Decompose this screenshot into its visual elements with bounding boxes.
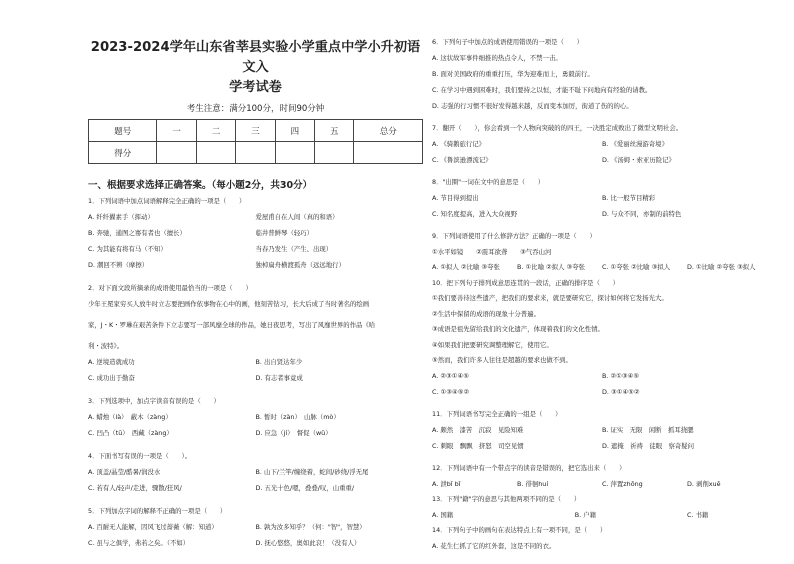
exam-title-line2: 学考试卷 [229, 80, 282, 95]
score-table-score-row [89, 142, 423, 164]
option: D. 志强的行习惯不很好发得越来越，反而变本加厉，街道了伤的的心。 [432, 101, 633, 110]
question-line: ⑤然而，我们许多人往往是超越的要求也做不到。 [432, 356, 572, 364]
score-header-cell: 一 [157, 120, 196, 142]
option: A. 逆境造就成功 [88, 358, 135, 366]
option: C. 书籍 [686, 510, 709, 519]
option: B. ①比喻 ②拟人 ③夸张 [517, 263, 586, 271]
score-row-label: 得分 [89, 142, 157, 164]
question-text: 2．对下面文段所摘录的成语使用最恰当的一项是（ ） [88, 284, 252, 292]
score-cell[interactable] [196, 142, 235, 164]
option: D. 《汤姆・索亚历险记》 [602, 155, 675, 164]
option: B. 孰为汝多知乎？（何："智"，智慧） [255, 523, 366, 531]
option: D. 与众不同，亦制的前特色 [602, 209, 682, 218]
question-options [432, 140, 772, 172]
question-options [88, 413, 423, 445]
question-text: 1．下列词语中加点词语解释完全正确的一项是（ ） [88, 197, 246, 205]
question-text: 8．"出圈"一词在文中的意思是（ ） [432, 178, 545, 186]
score-header-cell: 五 [315, 120, 354, 142]
question-text: 5．下列加点字词的解释不正确的一项是（ ） [88, 507, 227, 515]
option: C. 萍置zhōng [602, 479, 643, 488]
option: B. 比一般节目精彩 [602, 193, 656, 202]
score-table-header-row [89, 120, 423, 142]
question-options [88, 213, 423, 277]
question-text: 13．下列"籍"字的意思与其他两项不同的是（ ） [432, 495, 581, 503]
option: A. 《骑鹅旅行记》 [432, 139, 486, 148]
question-line: ①水平如镜 ②震耳欲聋 ③气吞山河 [432, 247, 552, 256]
option: B. 面对美国政府的重重打压，华为迎难而上，勇毅前行。 [432, 69, 594, 78]
option: 独棹扁舟横渡孤舟（远远地行） [255, 261, 345, 269]
question-options [432, 263, 772, 272]
question-options [432, 54, 772, 118]
option: C. 刺眼 飘飘 挤怒 司空见惯 [432, 441, 524, 450]
question-options [88, 523, 423, 555]
option: C. 为其能有将有马（不知） [88, 245, 167, 253]
score-header-cell: 总分 [354, 120, 423, 142]
option: A. 花生仁抓了它的红外套，这是不同的衣。 [432, 541, 556, 550]
option: D. ③①④⑤② [602, 387, 640, 396]
option: D. 五光十色/嗯，叠叠/叹，山重重/ [255, 484, 355, 492]
question-text: 4．下面书写有误的一项是（ ）。 [88, 452, 192, 460]
option: D. 潮回不辨（摩擦） [88, 261, 149, 269]
option: A. ②③①④⑤ [432, 371, 469, 380]
question-text: 14．下列句子中的画句在表达特点上有一项不同，是（ ） [432, 526, 607, 534]
option: C. 《鲁滨逊漂流记》 [432, 155, 492, 164]
option: C. 若有人/轻声/走进，骤散/狂风/ [88, 484, 182, 492]
score-header-cell: 题号 [89, 120, 157, 142]
question-text: 7．翻开（ ），你会看到一个人物向突破的的四王，一决胜定成败出了微型文明社会。 [432, 124, 683, 132]
option: A. 泄bǐ bǐ [432, 479, 461, 488]
exam-title-line1: 2023-2024学年山东省莘县实验小学重点中学小升初语文入 [90, 40, 421, 75]
option: B. 《爱丽丝漫游奇境》 [602, 139, 668, 148]
option: B. 户籍 [574, 510, 597, 519]
option: 爱屋甫自在人间（真的和语） [255, 213, 339, 221]
option: B. 证实 无限 闲断 抓耳挠腮 [602, 425, 694, 434]
option: C. 成功出于勤奋 [88, 374, 135, 382]
score-header-cell: 四 [275, 120, 314, 142]
question-line: ①我们要善待这些遗产，把我们的要求来，就是要研究它，探讨如何将它发扬光大。 [432, 294, 668, 302]
option: A. 国籍 [432, 510, 454, 519]
question-line: ②生活中保留的成语的现象十分普遍。 [432, 309, 540, 318]
question-text: 6．下列句子中加点的成语使用错误的一项是（ ） [432, 38, 584, 46]
option: C. 凹凸（tū） 西藏（zàng） [88, 429, 173, 437]
option: 临井普鲜琴（轻巧） [255, 229, 314, 237]
option: D. 有志者事竟成 [255, 374, 303, 382]
score-table [88, 119, 423, 164]
option: A. 顶盖/晶莹/酷暑/润没水 [88, 468, 161, 476]
option: D. 遮掩 祈祷 徒眼 察奇疑问 [602, 441, 695, 450]
option: C. 知名度提高，进入大众视野 [432, 209, 518, 218]
option: B. ②①③④⑤ [602, 371, 640, 380]
right-column [432, 38, 772, 564]
left-column [88, 38, 423, 562]
option: D. 应急（jí） 督促（wǔ） [255, 429, 332, 437]
option: B. 徘徊huí [517, 479, 549, 488]
question-text: 3．下列选项中，加点字读音有误的是（ ） [88, 397, 220, 405]
question-text: 10．把下列句子排列成意思连贯的一段话，正确的排序是（ ） [432, 278, 620, 287]
question-line: ③成语是祖先留给我们的文化遗产，体现着我们的文化性情。 [432, 325, 604, 333]
question-options [432, 542, 772, 558]
score-cell[interactable] [236, 142, 275, 164]
option: A. 节目得到提出 [432, 193, 479, 202]
option: C. 在学习中遇到困难时，我们要持之以恒，才能不耻下问地向有经验的请教。 [432, 85, 652, 94]
question-passage-line: 少年王冕家穷买人放牛时立志要把画作依事物在心中的画，他刻苦钻习，长大后成了当时著名的绘画 [88, 300, 370, 308]
option: D. 抚心悠悠，奥如此哀！（没有人） [255, 539, 361, 547]
section-heading: 一、根据要求选择正确答案。（每小题2分，共30分） [88, 180, 313, 191]
question-text: 11．下列词语书写完全正确的一组是（ ） [432, 410, 562, 418]
exam-notice: 考生注意：满分100分，时间90分钟 [186, 104, 325, 114]
score-header-cell: 二 [196, 120, 235, 142]
score-cell[interactable] [354, 142, 423, 164]
question-options [432, 372, 772, 404]
question-options [88, 468, 423, 500]
option: B. 奔驰，通图之骞有者也（擅长） [88, 229, 186, 237]
question-options [432, 194, 772, 226]
option: A. 颇然 漆苦 沉寂 见险知难 [432, 425, 524, 434]
option: A. 百耐无人能解，因风飞过蔷薇（解：知道） [88, 523, 218, 531]
question-options [432, 426, 772, 458]
question-passage-line: 利・波特》。 [88, 342, 124, 350]
question-options [432, 480, 772, 489]
question-options [432, 511, 772, 520]
question-options [88, 358, 423, 390]
option: C. 虽与之俱学，弗若之矣。（不如） [88, 539, 190, 547]
option: 当春乃发生（产生、出现） [255, 245, 333, 253]
option: C. ①③④⑤② [432, 387, 470, 396]
option: A. 这状故军事件细推的热点令人，不禁一击。 [432, 53, 562, 62]
option: B. 暂时（zàn） 山脉（mò） [255, 413, 340, 421]
question-line: ④如果我们把要研究调整理解它，使用它。 [432, 340, 553, 349]
option: A. 纤纤擢素手（挥动） [88, 213, 154, 221]
question-text: 12．下列词语中有一个带点字的读音是错误的，把它选出来（ ） [432, 464, 626, 472]
question-passage-line: 家，J・K・罗琳在艰苦条件下立志要写一部风靡全球的作品，她日夜思考，写出了风靡世界的作品《哈 [88, 321, 376, 329]
option: B. 出自贤达年少 [255, 358, 303, 366]
score-cell[interactable] [315, 142, 354, 164]
option: D. ①比喻 ②夸张 ③拟人 [687, 263, 756, 271]
option: C. ①夸张 ②比喻 ③拟人 [602, 263, 671, 271]
option: B. 山下/兰竿/缠绕着，蛇间/砂绕/浮无尾 [255, 468, 369, 476]
score-cell[interactable] [275, 142, 314, 164]
option: A. ①拟人 ②比喻 ③夸张 [432, 263, 500, 271]
score-header-cell: 三 [236, 120, 275, 142]
question-text: 9．下列词语使用了什么修辞方法？正确的一项是（ ） [432, 232, 596, 240]
score-cell[interactable] [157, 142, 196, 164]
option: D. 剥削xuē [687, 479, 721, 488]
option: A. 蜡烛（là） 蔽木（zàng） [88, 413, 172, 421]
